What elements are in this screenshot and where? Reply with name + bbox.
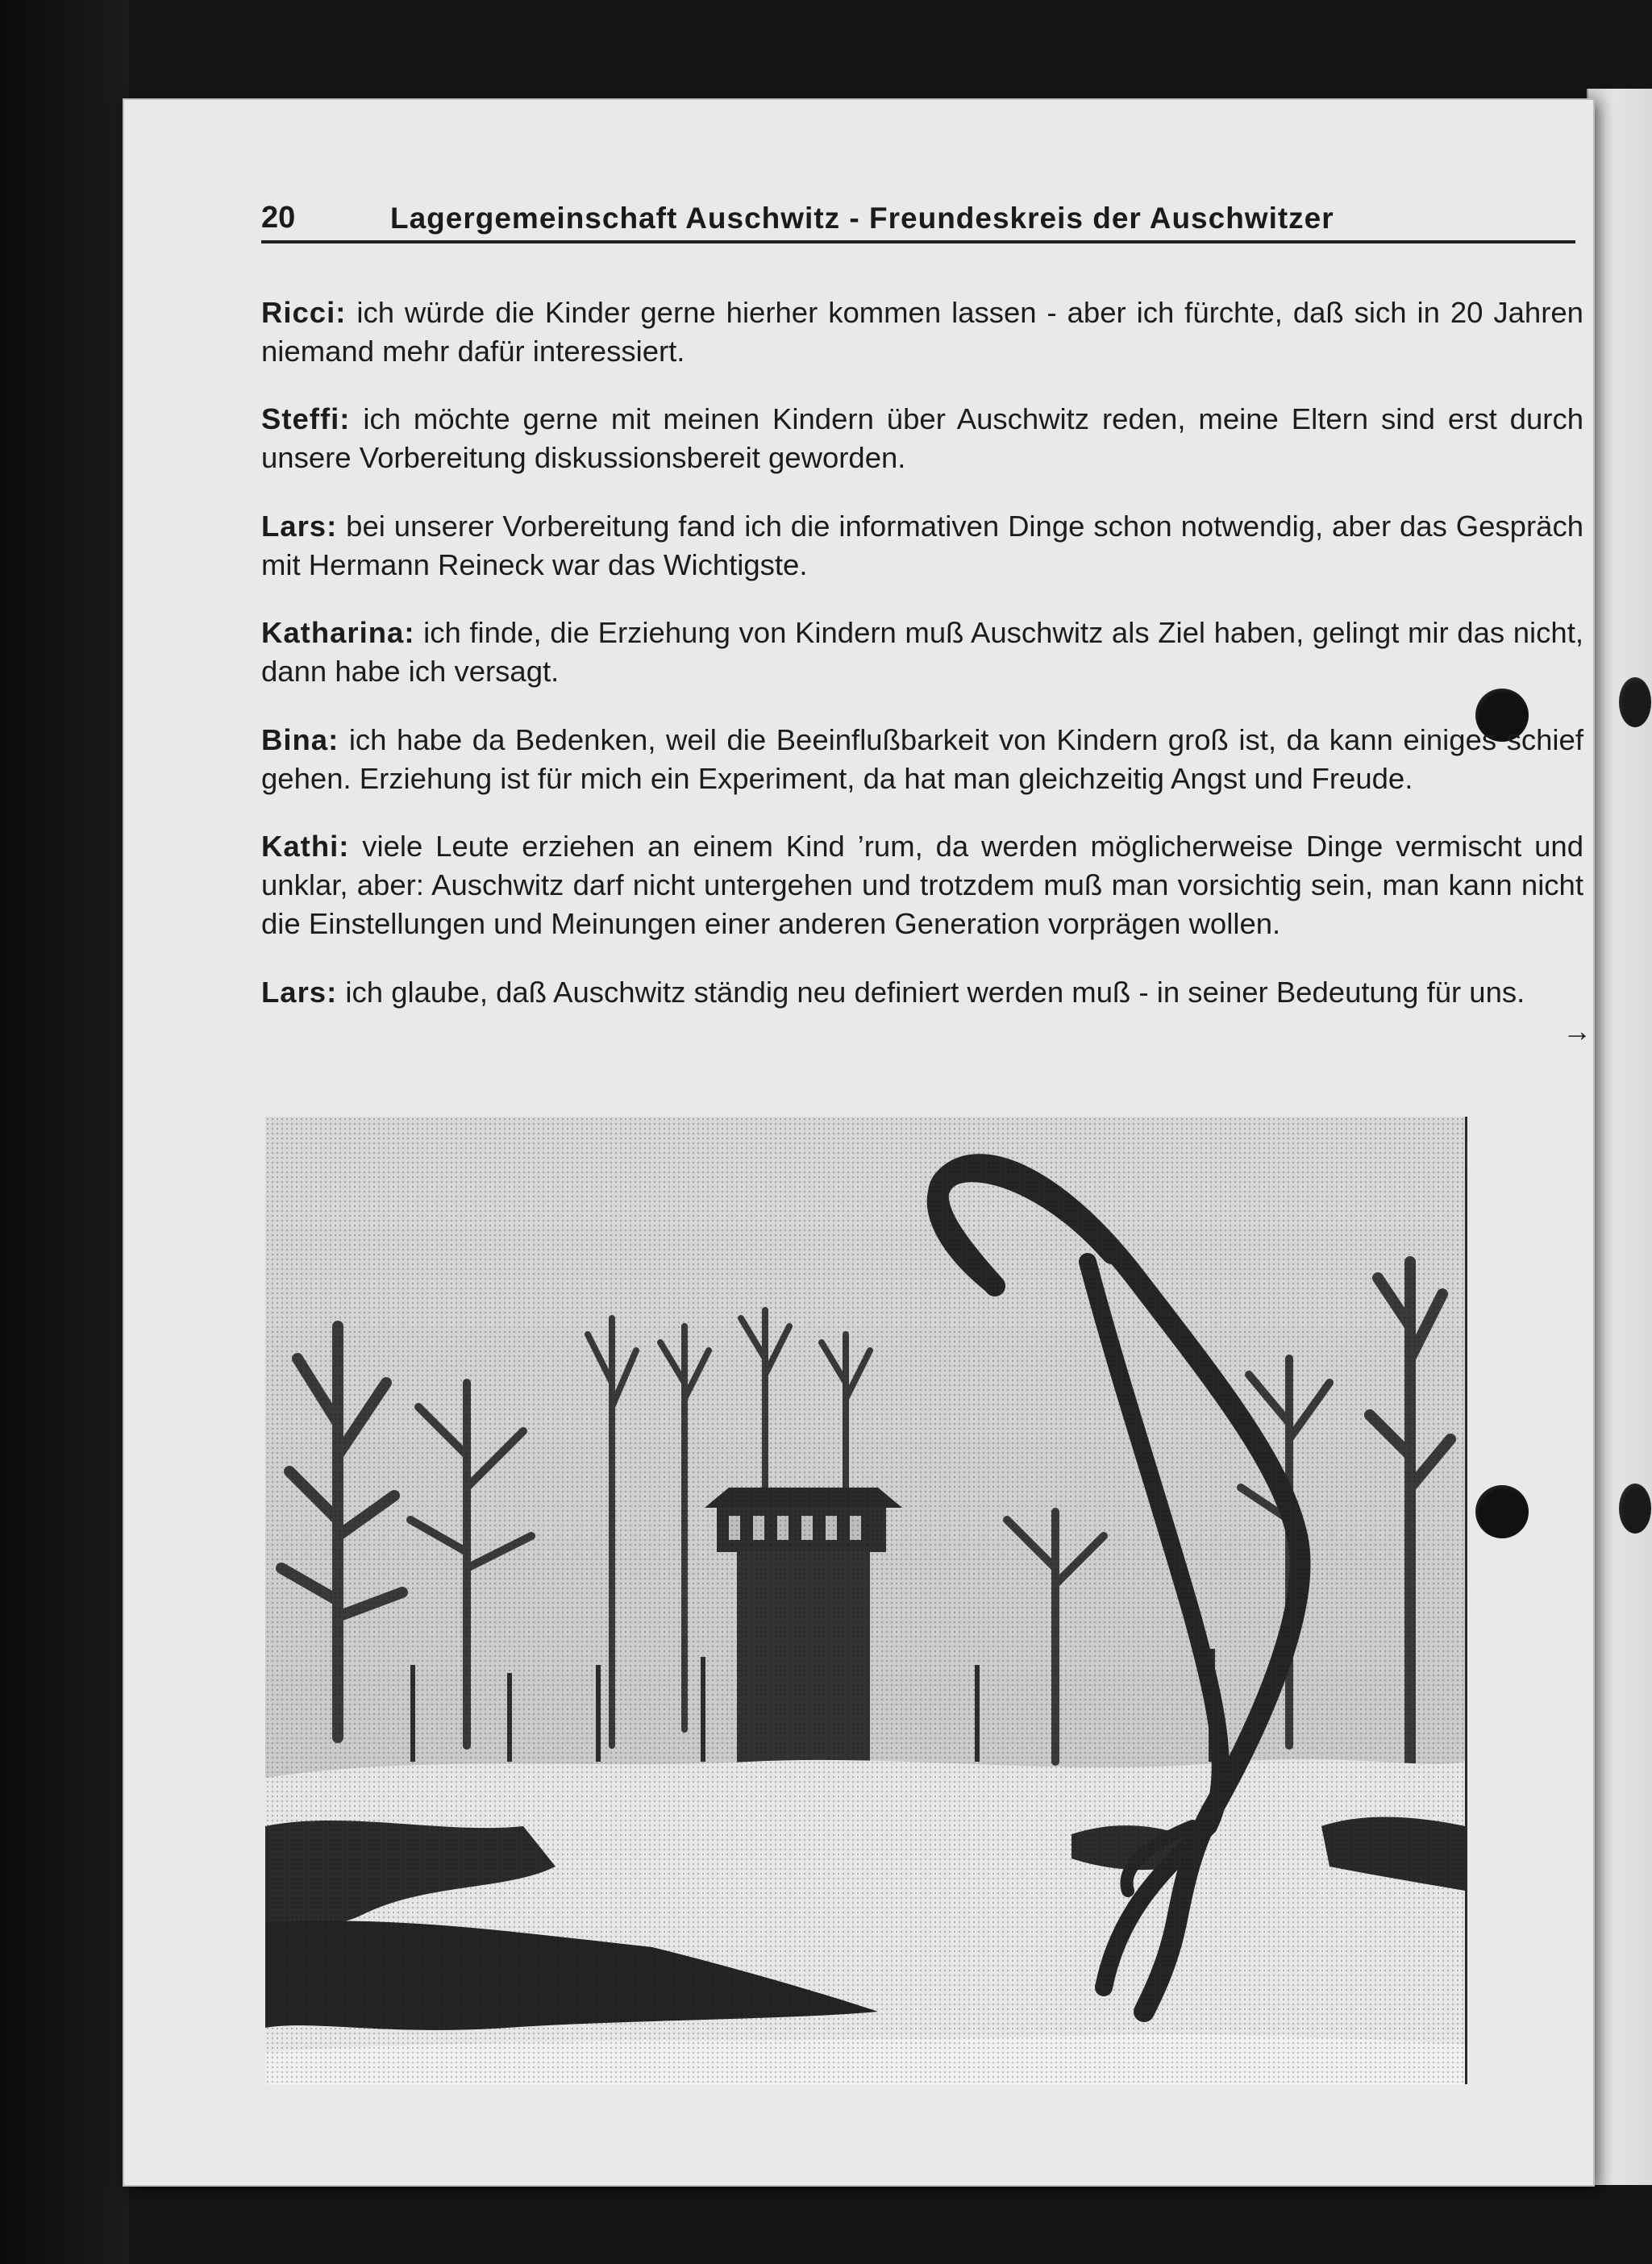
running-title: Lagergemeinschaft Auschwitz - Freundeskreis der Auschwitzer: [390, 202, 1334, 235]
punch-hole: [1475, 1485, 1529, 1538]
statement-text: viele Leute erziehen an einem Kind ’rum, da werden möglicherweise Dinge vermischt und unklar, aber: Auschwitz darf nicht untergehen und trotzdem muß man vorsichtig sein, man kann nicht die Einstellungen und Meinungen einer anderen Generation vorprägen wollen.: [261, 830, 1583, 940]
page-number: 20: [261, 201, 296, 235]
speaker-name: Katharina:: [261, 616, 415, 649]
page-header: [261, 194, 1575, 243]
punch-hole: [1619, 677, 1651, 727]
statement: [261, 614, 1583, 691]
statement: [261, 721, 1583, 798]
statement-text: ich würde die Kinder gerne hierher kommen lassen - aber ich fürchte, daß sich in 20 Jahren niemand mehr dafür interessiert.: [261, 295, 1583, 368]
dark-background: [0, 0, 129, 2264]
speaker-name: Lars:: [261, 975, 338, 1009]
watchtower-photo-image: [265, 1117, 1465, 2084]
statement: [261, 973, 1592, 1047]
statement-text: ich glaube, daß Auschwitz ständig neu definiert werden muß - in seiner Bedeutung für uns.: [345, 975, 1525, 1009]
speaker-name: Lars:: [261, 509, 338, 543]
speaker-name: Steffi:: [261, 402, 351, 435]
speaker-name: Ricci:: [261, 295, 347, 329]
statement-text: ich möchte gerne mit meinen Kindern über Auschwitz reden, meine Eltern sind erst durch unsere Vorbereitung diskussionsbereit geworden.: [261, 402, 1583, 474]
next-page-edge: [1587, 89, 1652, 2185]
statement: [261, 400, 1583, 477]
continue-arrow-icon: →: [1563, 1013, 1592, 1047]
statement-text: bei unserer Vorbereitung fand ich die informativen Dinge schon notwendig, aber das Gespräch mit Hermann Reineck war das Wichtigste.: [261, 509, 1583, 581]
statement: [261, 293, 1583, 371]
document-page: [123, 98, 1595, 2187]
statements-list: [261, 264, 1592, 1047]
halftone-photo: [265, 1117, 1467, 2084]
speaker-name: Kathi:: [261, 830, 350, 863]
statement: [261, 507, 1583, 585]
punch-hole: [1619, 1484, 1651, 1534]
statement: [261, 827, 1583, 943]
speaker-name: Bina:: [261, 722, 339, 756]
statement-text: ich finde, die Erziehung von Kindern muß Auschwitz als Ziel haben, gelingt mir das nicht, dann habe ich versagt.: [261, 616, 1583, 688]
statement-text: ich habe da Bedenken, weil die Beeinflußbarkeit von Kindern groß ist, da kann einiges schief gehen. Erziehung ist für mich ein Experiment, da hat man gleichzeitig Angst und Freude.: [261, 722, 1583, 795]
